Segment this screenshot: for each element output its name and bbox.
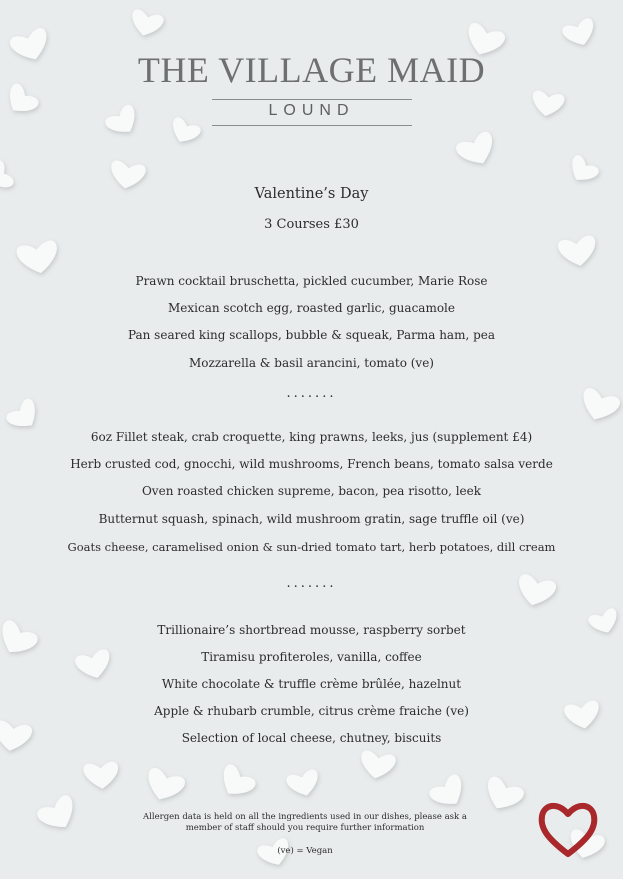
course-separator: ....... bbox=[286, 386, 337, 401]
vegan-key: (ve) = Vegan bbox=[277, 846, 333, 856]
allergen-line: member of staff should you require further information bbox=[185, 823, 425, 833]
restaurant-location: LOUND bbox=[268, 102, 355, 119]
menu-item: Mozzarella & basil arancini, tomato (ve) bbox=[189, 356, 434, 370]
divider bbox=[212, 99, 412, 100]
menu-item: Selection of local cheese, chutney, biscuits bbox=[181, 731, 442, 745]
menu-item: Oven roasted chicken supreme, bacon, pea risotto, leek bbox=[141, 484, 482, 498]
divider bbox=[212, 125, 412, 126]
course-separator: ....... bbox=[286, 576, 337, 591]
allergen-line: Allergen data is held on all the ingredients used in our dishes, please ask a bbox=[143, 812, 467, 822]
brand-header bbox=[0, 50, 623, 119]
menu-item: 6oz Fillet steak, crab croquette, king prawns, leeks, jus (supplement £4) bbox=[90, 430, 533, 444]
menu-item: Herb crusted cod, gnocchi, wild mushrooms, French beans, tomato salsa verde bbox=[70, 457, 553, 471]
menu-item: White chocolate & truffle crème brûlée, hazelnut bbox=[161, 677, 462, 691]
menu-item: Goats cheese, caramelised onion & sun-dried tomato tart, herb potatoes, dill cream bbox=[67, 540, 556, 554]
menu-title: Valentine’s Day bbox=[254, 186, 369, 202]
allergen-notice bbox=[130, 812, 480, 834]
menu-item: Butternut squash, spinach, wild mushroom gratin, sage truffle oil (ve) bbox=[98, 512, 525, 526]
menu-item: Trillionaire’s shortbread mousse, raspberry sorbet bbox=[157, 623, 466, 637]
restaurant-name: THE VILLAGE MAID bbox=[137, 50, 486, 90]
heart-outline-icon bbox=[537, 798, 599, 860]
menu-item: Apple & rhubarb crumble, citrus crème fraiche (ve) bbox=[154, 704, 469, 718]
menu-item: Pan seared king scallops, bubble & squeak, Parma ham, pea bbox=[127, 328, 496, 342]
menu-item: Tiramisu profiteroles, vanilla, coffee bbox=[201, 650, 422, 664]
menu-item: Prawn cocktail bruschetta, pickled cucumber, Marie Rose bbox=[135, 274, 488, 288]
menu-item: Mexican scotch egg, roasted garlic, guacamole bbox=[168, 301, 455, 315]
menu-price: 3 Courses £30 bbox=[264, 217, 359, 232]
